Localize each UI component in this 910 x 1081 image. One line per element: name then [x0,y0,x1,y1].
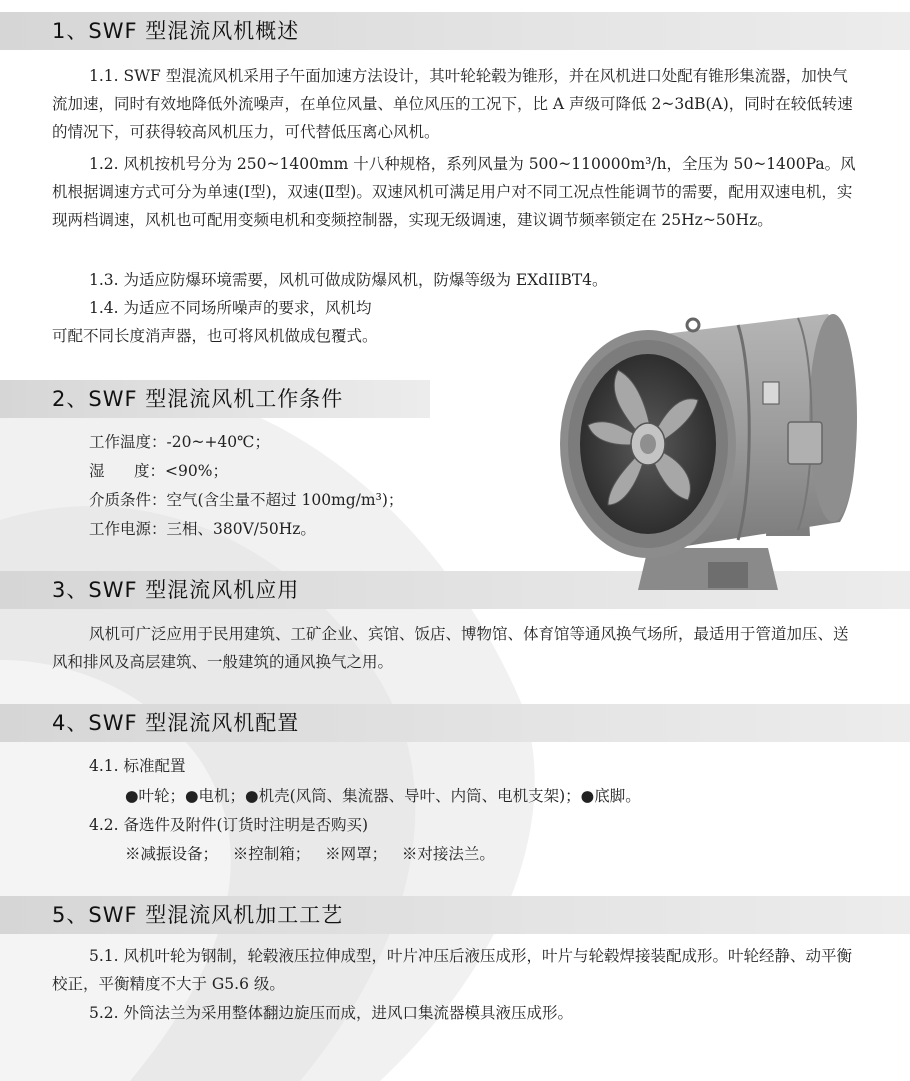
mixed-flow-fan-image [548,300,878,600]
section-title-2: 2、SWF 型混流风机工作条件 [52,387,344,411]
condition-medium: 介质条件：空气(含尘量不超过 100mg/m³)； [89,491,404,509]
config-optional-items: ※减振设备； ※控制箱； ※网罩； ※对接法兰。 [125,845,495,863]
condition-power: 工作电源：三相、380V/50Hz。 [89,520,316,538]
section-title-4: 4、SWF 型混流风机配置 [52,711,300,735]
config-optional-heading: 4.2. 备选件及附件(订货时注明是否购买) [89,816,369,834]
section-title-3: 3、SWF 型混流风机应用 [52,578,300,602]
condition-temperature: 工作温度：-20~+40℃； [89,433,270,451]
config-standard-items: ●叶轮；●电机；●机壳(风筒、集流器、导叶、内筒、电机支架)；●底脚。 [125,787,641,805]
paragraph-1-4a: 1.4. 为适应不同场所噪声的要求，风机均 [89,299,372,317]
paragraph-1-3: 1.3. 为适应防爆环境需要，风机可做成防爆风机，防爆等级为 EXdIIBT4。 [89,271,608,289]
paragraph-3-1: 风机可广泛应用于民用建筑、工矿企业、宾馆、饭店、博物馆、体育馆等通风换气场所，最适用于管道加压、送风和排风及高层建筑、一般建筑的通风换气之用。 [52,625,849,671]
condition-humidity: 湿 度：<90%； [89,462,229,480]
paragraph-1-2: 1.2. 风机按机号分为 250~1400mm 十八种规格，系列风量为 500~110000m³/h，全压为 50~1400Pa。风机根据调速方式可分为单速(Ⅰ型)，双速(Ⅱ型)。双速风机可满足用户对不同工况点性能调节的需要，配用双速电机，实现两档调速，风机也可配用变频电机和变频控制器，实现无级调速，建议调节频率锁定在 25Hz~50Hz。 [52,155,856,229]
paragraph-1-4b: 可配不同长度消声器，也可将风机做成包覆式。 [52,327,378,345]
config-standard-heading: 4.1. 标准配置 [89,757,186,775]
paragraph-5-2: 5.2. 外筒法兰为采用整体翻边旋压而成，进风口集流器模具液压成形。 [89,1004,574,1022]
paragraph-1-1: 1.1. SWF 型混流风机采用子午面加速方法设计，其叶轮轮毂为锥形，并在风机进口处配有锥形集流器，加快气流加速，同时有效地降低外流噪声，在单位风量、单位风压的工况下，比 A 声级可降低 2~3dB(A)，同时在较低转速的情况下，可获得较高风机压力，可代替低压离心风机。 [52,67,853,141]
section-title-5: 5、SWF 型混流风机加工工艺 [52,903,344,927]
paragraph-5-1: 5.1. 风机叶轮为钢制，轮毂液压拉伸成型，叶片冲压后液压成形，叶片与轮毂焊接装配成形。叶轮经静、动平衡校正，平衡精度不大于 G5.6 级。 [52,947,853,993]
section-title-1: 1、SWF 型混流风机概述 [52,19,300,43]
